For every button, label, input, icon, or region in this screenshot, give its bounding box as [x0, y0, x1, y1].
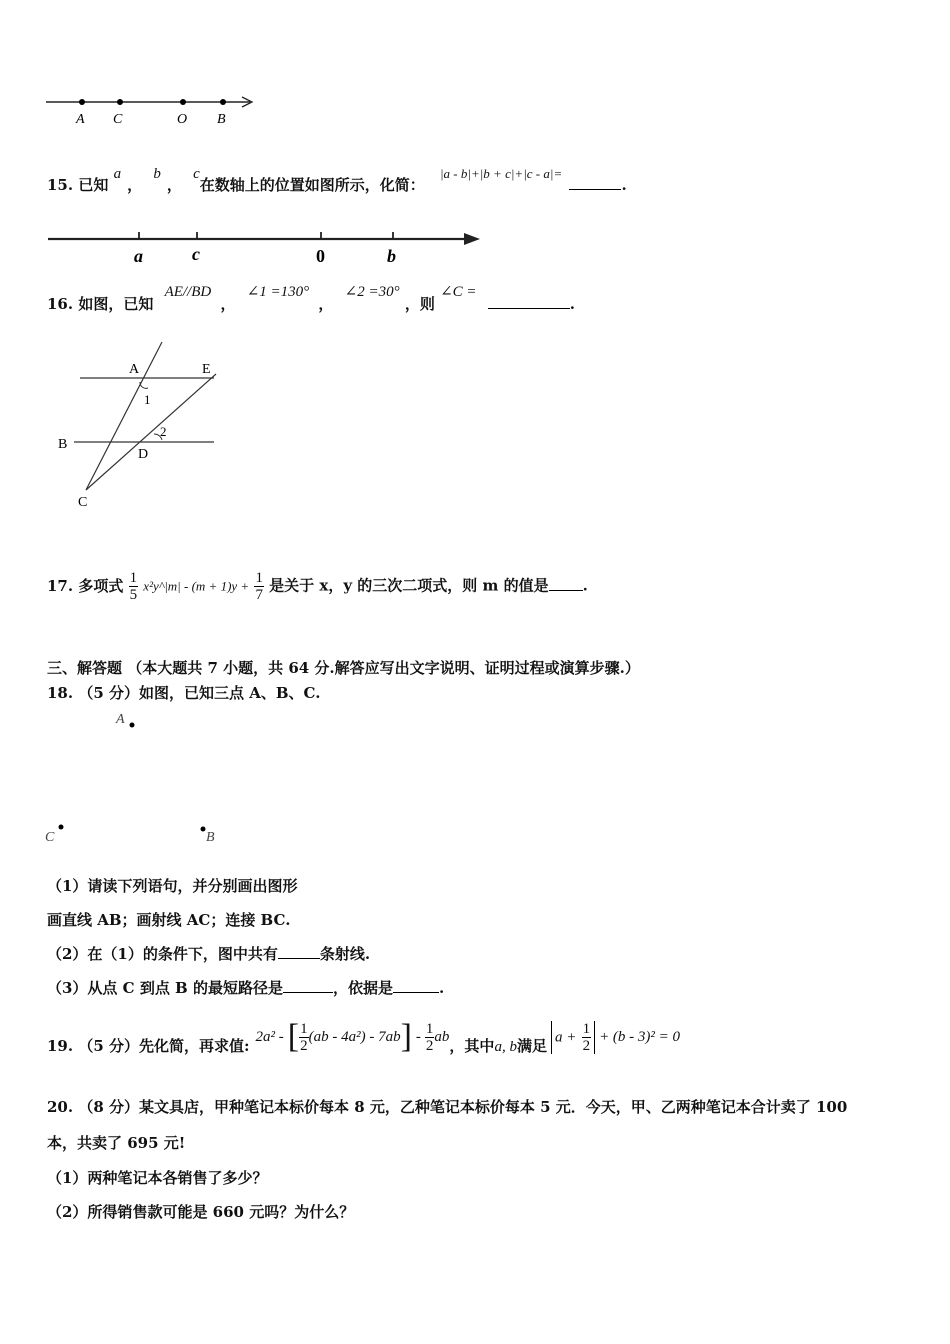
- q18-points-figure: [40, 705, 240, 850]
- q15-var-b: b: [153, 166, 161, 182]
- q15-end: .: [621, 176, 627, 194]
- q16-cond-parallel: AE//BD: [164, 284, 212, 300]
- q16-sep3: ，则: [404, 295, 435, 313]
- q19-fraction-half-1: $\frac{1}{2}$: [300, 1020, 308, 1054]
- fig-label-d: D: [138, 447, 149, 462]
- question-17: [47, 570, 588, 603]
- q19-expr-a: 2a² -: [255, 1028, 284, 1045]
- q15-answer-blank[interactable]: [569, 175, 621, 190]
- point-label-b: B: [206, 830, 215, 845]
- q15-prefix: 15. 已知: [47, 176, 109, 194]
- q18-part2-blank[interactable]: [278, 944, 320, 959]
- question-15: [47, 162, 627, 194]
- q18-part1: （1）请读下列语句，并分别画出图形: [47, 877, 298, 895]
- q19-cond-b: + (b - 3)² = 0: [599, 1028, 681, 1045]
- q16-sep1: ，: [220, 295, 236, 313]
- q16-ask: ∠C =: [440, 284, 477, 300]
- q18-part2-text-b: 条射线.: [319, 945, 371, 963]
- q18-part1-instructions: 画直线 AB；画射线 AC；连接 BC.: [47, 911, 291, 929]
- q18-head: 18. （5 分）如图，已知三点 A、B、C.: [47, 684, 321, 702]
- q15-expression: |a - b|+|b + c|+|c - a|=: [439, 166, 563, 181]
- q17-prefix: 17. 多项式: [47, 576, 124, 595]
- q19-vars: a, b: [494, 1038, 517, 1055]
- axis-label-b: b: [387, 246, 396, 266]
- q15-var-a: a: [113, 166, 122, 182]
- q16-answer-blank[interactable]: [488, 294, 570, 309]
- q17-fraction-1-5: $\frac{1}{5}$: [129, 570, 138, 603]
- fig-label-b: B: [58, 437, 68, 452]
- question-19: [47, 1012, 680, 1062]
- q18-part2-text-a: （2）在（1）的条件下，图中共有: [47, 945, 278, 963]
- fig-label-c: C: [78, 495, 88, 510]
- q19-fraction-half-2: $\frac{1}{2}$: [425, 1020, 434, 1054]
- axis-label-0: 0: [316, 246, 325, 266]
- q15-sep1: ，: [127, 176, 143, 194]
- q16-cond-angle1: ∠1 =130°: [246, 284, 310, 300]
- q17-end: .: [582, 576, 588, 595]
- q18-part2: [47, 943, 370, 964]
- axis-label-c: c: [192, 244, 200, 264]
- top-label-o: O: [177, 112, 188, 127]
- top-label-b: B: [217, 112, 226, 127]
- point-label-c: C: [45, 830, 55, 845]
- q16-end: .: [569, 295, 575, 313]
- q20-line2: 本，共卖了 695 元!: [47, 1134, 186, 1152]
- q17-text: 是关于 x，y 的三次二项式，则 m 的值是: [269, 576, 549, 595]
- q19-expr-b: (ab - 4a²) - 7ab: [308, 1028, 401, 1045]
- q19-expr-c: -: [415, 1028, 421, 1045]
- q18-part3-blank-2[interactable]: [393, 978, 439, 993]
- q19-mid2: 满足: [516, 1036, 547, 1055]
- q16-figure: [52, 338, 232, 518]
- q19-cond-a: a +: [554, 1029, 577, 1045]
- q16-prefix: 16. 如图，已知: [47, 295, 154, 313]
- q18-part3-text-a: （3）从点 C 到点 B 的最短路径是: [47, 979, 283, 997]
- q20-line1: 20. （8 分）某文具店，甲种笔记本标价每本 8 元，乙种笔记本标价每本 5 元．今天，甲、乙两种笔记本合计卖了 100: [47, 1098, 848, 1116]
- q18-part3-text-b: ，依据是: [332, 979, 393, 997]
- q15-var-c: c: [193, 166, 200, 182]
- q19-absolute-value: [551, 1021, 595, 1054]
- q19-fraction-half-3: $\frac{1}{2}$: [582, 1020, 591, 1054]
- q19-bracket-close: ]: [400, 1018, 412, 1055]
- q15-number-line: [40, 222, 490, 270]
- top-label-a: A: [76, 112, 85, 127]
- q17-answer-blank[interactable]: [549, 576, 583, 591]
- q19-mid: ，其中: [449, 1036, 495, 1055]
- top-label-c: C: [113, 112, 123, 127]
- q15-sep2: ，: [166, 176, 182, 194]
- top-number-line: [40, 88, 270, 130]
- q16-cond-angle2: ∠2 =30°: [344, 284, 400, 300]
- q15-text: 在数轴上的位置如图所示，化简：: [199, 176, 425, 194]
- q18-part3-text-c: .: [438, 979, 445, 997]
- fig-label-angle1: 1: [144, 392, 151, 407]
- q17-expression: x²y^|m| - (m + 1)y +: [143, 578, 250, 594]
- q16-sep2: ，: [318, 295, 334, 313]
- q17-fraction-1-7: $\frac{1}{7}$: [255, 570, 263, 603]
- q19-bracket-open: [: [287, 1018, 300, 1055]
- point-label-a: A: [116, 712, 125, 727]
- fig-label-e: E: [202, 362, 211, 377]
- section-3-title: 三、解答题 （本大题共 7 小题，共 64 分.解答应写出文字说明、证明过程或演算步骤.）: [47, 659, 640, 677]
- q18-part3-blank-1[interactable]: [283, 978, 333, 993]
- q20-part1: （1）两种笔记本各销售了多少？: [47, 1169, 268, 1187]
- axis-label-a: a: [134, 246, 143, 266]
- q20-part2: （2）所得销售款可能是 660 元吗？为什么？: [47, 1203, 355, 1221]
- fig-label-angle2: 2: [160, 424, 167, 439]
- q19-head: 19. （5 分）先化简，再求值:: [47, 1036, 250, 1055]
- fig-label-a: A: [129, 362, 140, 377]
- question-16: [47, 280, 575, 313]
- q19-expr-d: ab: [434, 1028, 450, 1045]
- q18-part3: [47, 977, 444, 998]
